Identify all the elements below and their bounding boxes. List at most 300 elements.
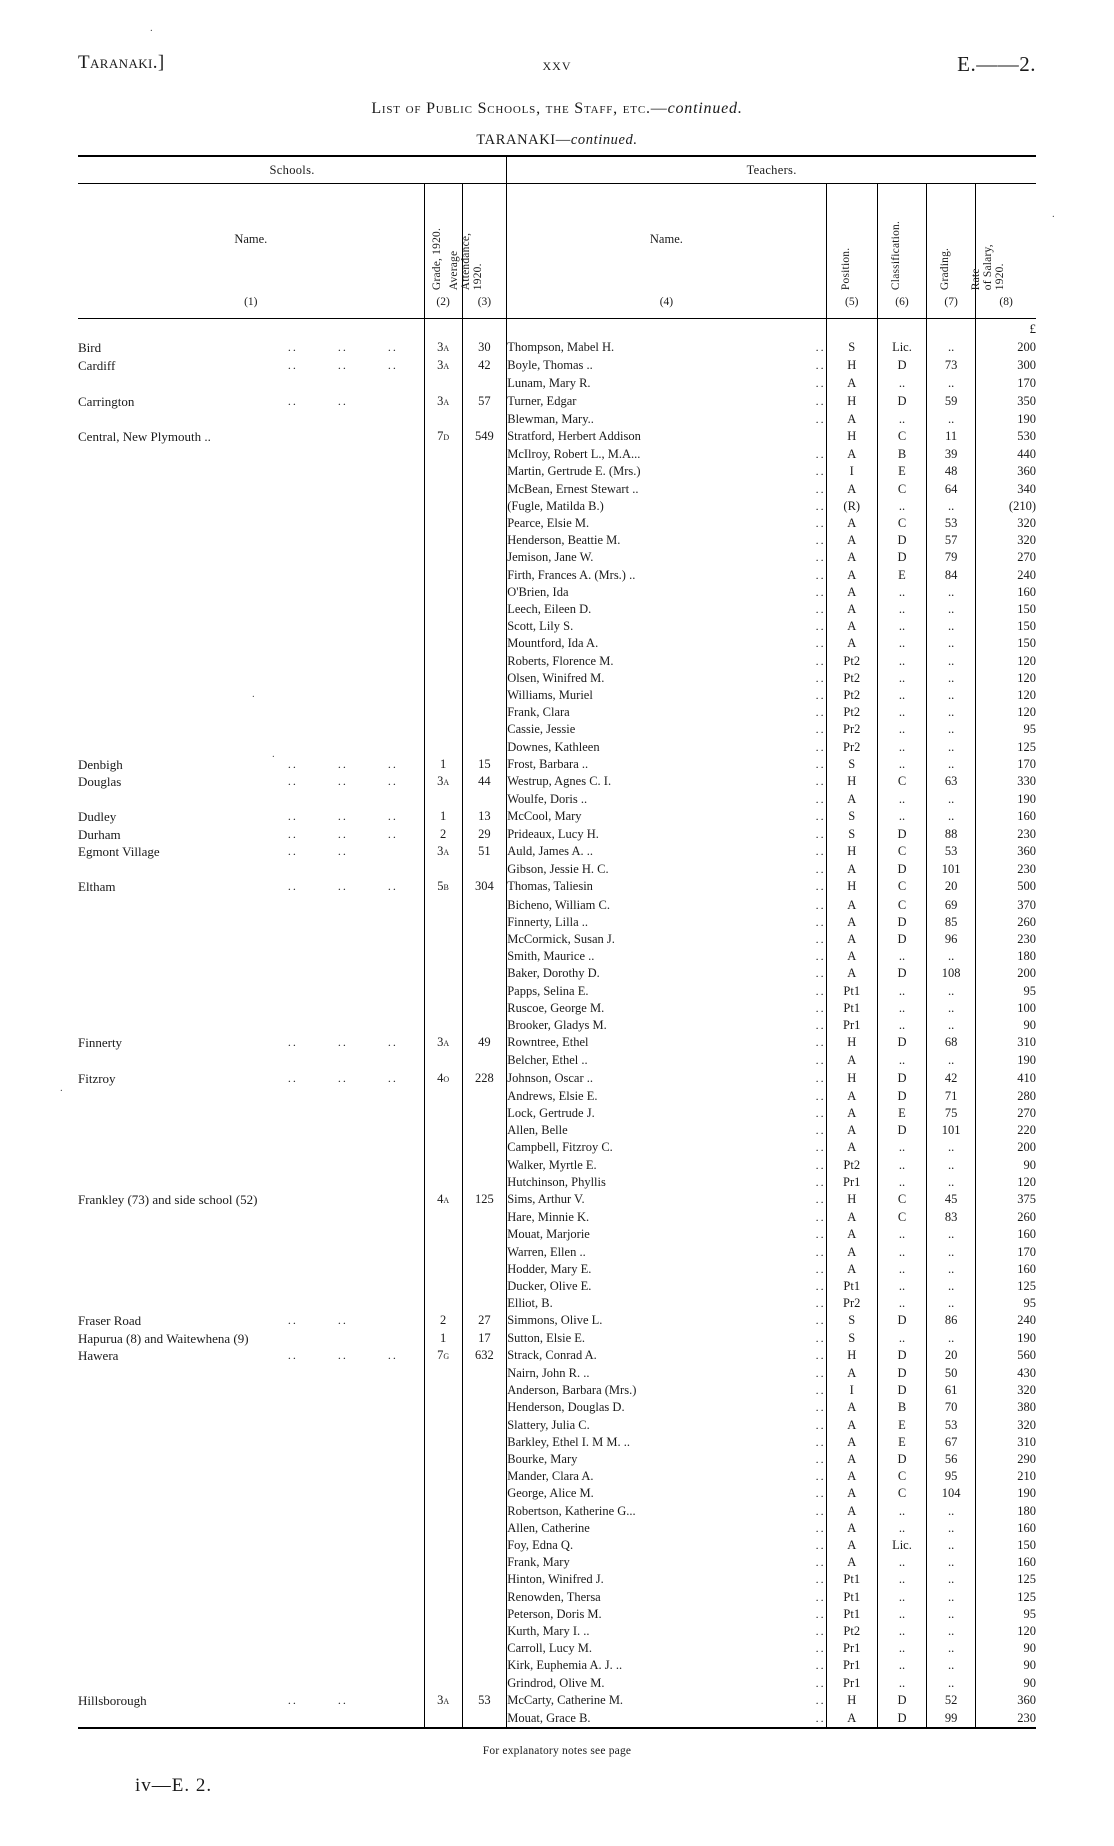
teacher-grading: 59 [927, 393, 976, 411]
table-row[interactable] [78, 721, 1036, 738]
average-attendance [462, 1226, 507, 1243]
table-row[interactable] [78, 1278, 1036, 1295]
school-name-leaders [288, 1710, 424, 1727]
rate-of-salary: 320 [976, 1417, 1036, 1434]
teacher-classification: .. [877, 687, 926, 704]
foot-cell-3 [462, 1727, 507, 1728]
rate-of-salary: 190 [976, 1052, 1036, 1069]
foot-cell-8 [976, 1727, 1036, 1728]
table-row[interactable] [78, 1675, 1036, 1692]
table-row[interactable] [78, 1640, 1036, 1657]
teacher-grading: .. [927, 1226, 976, 1243]
teacher-name-leaders: .. [815, 756, 826, 771]
rate-of-salary: 350 [976, 393, 1036, 411]
teacher-classification: D [877, 914, 926, 931]
school-name: Dudley [78, 809, 117, 825]
teacher-name: Martin, Gertrude E. (Mrs.) [507, 463, 748, 480]
average-attendance [462, 411, 507, 428]
average-attendance: 42 [462, 357, 507, 375]
teacher-grading: .. [927, 618, 976, 635]
table-row[interactable] [78, 1485, 1036, 1502]
rate-of-salary: 230 [976, 931, 1036, 948]
teacher-name: Kirk, Euphemia A. J. .. [507, 1657, 748, 1674]
school-grade [424, 1675, 462, 1692]
school-name [78, 1244, 288, 1261]
teacher-grading: .. [927, 739, 976, 756]
teacher-grading: .. [927, 1174, 976, 1191]
running-head-region: Taranaki.] [78, 52, 165, 73]
teacher-classification: .. [877, 584, 926, 601]
teacher-name: Andrews, Elsie E. [507, 1088, 748, 1105]
school-grade [424, 653, 462, 670]
table-row[interactable] [78, 878, 1036, 896]
teacher-classification: C [877, 1191, 926, 1209]
table-row[interactable] [78, 498, 1036, 515]
table-row[interactable] [78, 756, 1036, 773]
table-row[interactable] [78, 739, 1036, 756]
table-row[interactable] [78, 375, 1036, 392]
teacher-grading: 70 [927, 1399, 976, 1416]
table-row[interactable] [78, 1382, 1036, 1399]
table-row[interactable] [78, 411, 1036, 428]
table-row[interactable] [78, 1122, 1036, 1139]
teacher-grading: .. [927, 1589, 976, 1606]
school-grade: 1 [424, 1330, 462, 1347]
teacher-name: Blewman, Mary.. [507, 411, 748, 428]
teacher-grading: 64 [927, 481, 976, 498]
school-grade [424, 1000, 462, 1017]
school-name-leaders [288, 687, 424, 704]
teacher-position: H [826, 1191, 877, 1209]
average-attendance: 49 [462, 1034, 507, 1052]
school-name-leaders [288, 1675, 424, 1692]
table-row[interactable] [78, 1209, 1036, 1226]
table-row[interactable] [78, 446, 1036, 463]
school-name [78, 1295, 288, 1312]
rate-of-salary: 190 [976, 411, 1036, 428]
spacer [78, 319, 424, 340]
table-row[interactable] [78, 567, 1036, 584]
table-row[interactable] [78, 1244, 1036, 1261]
table-row[interactable] [78, 1503, 1036, 1520]
school-name-leaders [288, 897, 424, 914]
teacher-grading: 63 [927, 773, 976, 791]
teacher-name: Williams, Muriel [507, 687, 748, 704]
table-row[interactable] [78, 1226, 1036, 1243]
school-name-leaders [288, 1520, 424, 1537]
table-row[interactable] [78, 1554, 1036, 1571]
table-row[interactable] [78, 1017, 1036, 1034]
teacher-classification: C [877, 481, 926, 498]
teacher-grading: 69 [927, 897, 976, 914]
table-row[interactable] [78, 1520, 1036, 1537]
school-name [78, 498, 288, 515]
teacher-classification: C [877, 515, 926, 532]
teacher-position: H [826, 773, 877, 791]
school-name-leaders [288, 1139, 424, 1156]
teacher-position: A [826, 1520, 877, 1537]
teacher-grading: .. [927, 653, 976, 670]
teacher-grading: .. [927, 1606, 976, 1623]
teacher-name: Henderson, Douglas D. [507, 1399, 748, 1416]
rate-of-salary: 260 [976, 914, 1036, 931]
table-row[interactable] [78, 1468, 1036, 1485]
school-grade [424, 1052, 462, 1069]
table-row[interactable] [78, 1451, 1036, 1468]
teacher-grading: .. [927, 1157, 976, 1174]
school-name [78, 1365, 288, 1382]
table-row[interactable] [78, 897, 1036, 914]
rate-of-salary: 90 [976, 1157, 1036, 1174]
table-row[interactable] [78, 808, 1036, 825]
teacher-name: Rowntree, Ethel [507, 1034, 748, 1052]
school-grade [424, 1537, 462, 1554]
teacher-grading: 84 [927, 567, 976, 584]
teacher-name-leaders: .. [815, 481, 826, 496]
average-attendance [462, 931, 507, 948]
school-grade: 3a [424, 773, 462, 791]
average-attendance: 30 [462, 339, 507, 357]
teacher-name-leaders: .. [815, 1572, 826, 1587]
school-grade [424, 1520, 462, 1537]
table-row[interactable] [78, 1139, 1036, 1156]
table-row[interactable] [78, 393, 1036, 411]
school-grade: 4a [424, 1191, 462, 1209]
school-grade [424, 1139, 462, 1156]
school-name: Carrington [78, 393, 135, 409]
school-grade: 3a [424, 393, 462, 411]
table-row[interactable] [78, 1295, 1036, 1312]
average-attendance: 17 [462, 1330, 507, 1347]
average-attendance [462, 1278, 507, 1295]
table-row[interactable] [78, 1365, 1036, 1382]
teacher-grading: .. [927, 704, 976, 721]
teacher-classification: D [877, 1710, 926, 1727]
teacher-name: Brooker, Gladys M. [507, 1017, 748, 1034]
teacher-grading: .. [927, 1330, 976, 1347]
average-attendance [462, 567, 507, 584]
average-attendance [462, 515, 507, 532]
table-row[interactable] [78, 339, 1036, 357]
teacher-position: A [826, 481, 877, 498]
school-grade [424, 965, 462, 982]
teacher-position: S [826, 826, 877, 843]
teacher-name-leaders: .. [815, 567, 826, 582]
table-row[interactable] [78, 1571, 1036, 1588]
rate-of-salary: 170 [976, 756, 1036, 773]
school-name [78, 791, 288, 808]
table-row[interactable] [78, 1088, 1036, 1105]
teacher-name: Walker, Myrtle E. [507, 1157, 748, 1174]
table-row[interactable] [78, 861, 1036, 878]
table-row[interactable] [78, 1347, 1036, 1365]
table-row[interactable] [78, 1330, 1036, 1347]
teacher-name-leaders: .. [815, 1313, 826, 1328]
table-row[interactable] [78, 791, 1036, 808]
teacher-name-leaders: .. [815, 1123, 826, 1138]
teacher-name-leaders: .. [815, 1365, 826, 1380]
teacher-classification: C [877, 773, 926, 791]
table-row[interactable] [78, 1157, 1036, 1174]
school-grade [424, 635, 462, 652]
teacher-name: Gibson, Jessie H. C. [507, 861, 748, 878]
table-row[interactable] [78, 1105, 1036, 1122]
teacher-position: Pr1 [826, 1174, 877, 1191]
table-row[interactable] [78, 601, 1036, 618]
table-row[interactable] [78, 1710, 1036, 1727]
teacher-name: Scott, Lily S. [507, 618, 748, 635]
rate-of-salary: 95 [976, 983, 1036, 1000]
teacher-grading: .. [927, 411, 976, 428]
average-attendance [462, 1157, 507, 1174]
teacher-grading: .. [927, 339, 976, 357]
average-attendance [462, 463, 507, 480]
school-grade [424, 791, 462, 808]
teacher-name-leaders: .. [815, 1053, 826, 1068]
teacher-position: A [826, 1088, 877, 1105]
teacher-position: A [826, 1451, 877, 1468]
teacher-position: I [826, 463, 877, 480]
average-attendance [462, 375, 507, 392]
foot-cell-5 [826, 1727, 877, 1728]
teacher-grading: 53 [927, 1417, 976, 1434]
teacher-name-leaders: .. [815, 602, 826, 617]
rate-of-salary: 160 [976, 1226, 1036, 1243]
teacher-classification: D [877, 1088, 926, 1105]
teacher-classification: D [877, 532, 926, 549]
rate-of-salary: 100 [976, 1000, 1036, 1017]
table-row[interactable] [78, 1191, 1036, 1209]
school-name-leaders [288, 1105, 424, 1122]
table-row[interactable] [78, 948, 1036, 965]
teacher-classification: .. [877, 1000, 926, 1017]
table-row[interactable] [78, 515, 1036, 532]
average-attendance [462, 983, 507, 1000]
table-row[interactable] [78, 1606, 1036, 1623]
teacher-name-leaders: .. [815, 1210, 826, 1225]
table-row[interactable] [78, 357, 1036, 375]
average-attendance [462, 1589, 507, 1606]
school-grade [424, 1017, 462, 1034]
teacher-name: Warren, Ellen .. [507, 1244, 748, 1261]
school-name-leaders [288, 1451, 424, 1468]
teacher-classification: D [877, 826, 926, 843]
teacher-name: Barkley, Ethel I. M M. .. [507, 1434, 748, 1451]
teacher-classification: .. [877, 948, 926, 965]
teacher-name-leaders: .. [815, 1606, 826, 1621]
school-name [78, 1675, 288, 1692]
teacher-name: Belcher, Ethel .. [507, 1052, 748, 1069]
col-caption-rate-of-salary: Rate of Salary, 1920. [976, 184, 1036, 297]
teacher-name-leaders: .. [815, 774, 826, 789]
table-row[interactable] [78, 965, 1036, 982]
table-row[interactable] [78, 843, 1036, 861]
teacher-name-leaders: .. [815, 1174, 826, 1189]
teacher-classification: D [877, 1034, 926, 1052]
school-name-leaders [288, 948, 424, 965]
table-row[interactable] [78, 1174, 1036, 1191]
school-name-leaders [288, 1209, 424, 1226]
school-name-leaders [288, 532, 424, 549]
rate-of-salary: 125 [976, 1589, 1036, 1606]
teacher-name-leaders: .. [815, 879, 826, 894]
rate-of-salary: 310 [976, 1434, 1036, 1451]
table-row[interactable] [78, 1434, 1036, 1451]
school-name [78, 670, 288, 687]
teacher-classification: .. [877, 1640, 926, 1657]
rate-of-salary: 170 [976, 375, 1036, 392]
school-name [78, 1174, 288, 1191]
table-row[interactable] [78, 931, 1036, 948]
table-row[interactable] [78, 481, 1036, 498]
teacher-classification: C [877, 1468, 926, 1485]
table-row[interactable] [78, 1537, 1036, 1554]
average-attendance [462, 1244, 507, 1261]
average-attendance [462, 1503, 507, 1520]
school-name: Hillsborough [78, 1692, 147, 1708]
school-grade [424, 1503, 462, 1520]
average-attendance [462, 1468, 507, 1485]
school-name: Fraser Road [78, 1313, 142, 1329]
school-grade [424, 1554, 462, 1571]
teacher-grading: 56 [927, 1451, 976, 1468]
school-name-leaders: .. .. .. [287, 756, 398, 771]
table-row[interactable] [78, 914, 1036, 931]
currency-symbol: £ [976, 319, 1036, 340]
school-name-leaders [288, 463, 424, 480]
school-name-leaders: .. .. .. [287, 358, 398, 373]
average-attendance [462, 446, 507, 463]
teacher-name: Papps, Selina E. [507, 983, 748, 1000]
school-name [78, 983, 288, 1000]
table-row[interactable] [78, 687, 1036, 704]
teacher-classification: .. [877, 1052, 926, 1069]
rate-of-salary: 330 [976, 773, 1036, 791]
table-row[interactable] [78, 1070, 1036, 1088]
teacher-name: Hare, Minnie K. [507, 1209, 748, 1226]
school-name-leaders: .. .. [287, 1313, 348, 1328]
teacher-position: A [826, 1537, 877, 1554]
table-row[interactable] [78, 463, 1036, 480]
teacher-grading: .. [927, 756, 976, 773]
table-row[interactable] [78, 1692, 1036, 1710]
average-attendance [462, 861, 507, 878]
teacher-classification: .. [877, 1261, 926, 1278]
teacher-name-leaders: .. [815, 1070, 826, 1085]
table-title-continued: continued. [667, 100, 743, 117]
table-row[interactable] [78, 1034, 1036, 1052]
school-name [78, 618, 288, 635]
school-grade: 3a [424, 843, 462, 861]
rate-of-salary: 90 [976, 1657, 1036, 1674]
table-row[interactable] [78, 1261, 1036, 1278]
school-grade: 3a [424, 339, 462, 357]
school-grade [424, 1399, 462, 1416]
school-grade [424, 1278, 462, 1295]
teacher-classification: E [877, 1434, 926, 1451]
table-row[interactable] [78, 1000, 1036, 1017]
rate-of-salary: 240 [976, 567, 1036, 584]
teacher-name-leaders: .. [815, 464, 826, 479]
school-grade [424, 567, 462, 584]
table-row[interactable] [78, 670, 1036, 687]
teacher-grading: 86 [927, 1312, 976, 1329]
rate-of-salary: 560 [976, 1347, 1036, 1365]
group-header-teachers: Teachers. [507, 156, 1036, 184]
average-attendance [462, 1122, 507, 1139]
teacher-name-leaders: .. [815, 1347, 826, 1362]
table-row[interactable] [78, 1623, 1036, 1640]
teacher-name: O'Brien, Ida [507, 584, 748, 601]
rate-of-salary: 160 [976, 1261, 1036, 1278]
rate-of-salary: 160 [976, 1554, 1036, 1571]
explanatory-note: For explanatory notes see page [482, 1745, 632, 1757]
table-row[interactable] [78, 704, 1036, 721]
school-grade [424, 1295, 462, 1312]
table-row[interactable] [78, 1312, 1036, 1329]
table-row[interactable] [78, 1417, 1036, 1434]
rate-of-salary: 160 [976, 584, 1036, 601]
teacher-name: McCarty, Catherine M. [507, 1692, 748, 1710]
school-name-leaders [288, 1226, 424, 1243]
table-row[interactable] [78, 1589, 1036, 1606]
table-row[interactable] [78, 653, 1036, 670]
table-row[interactable] [78, 532, 1036, 549]
teacher-position: S [826, 1330, 877, 1347]
table-row[interactable] [78, 584, 1036, 601]
teacher-name: Stratford, Herbert Addison [507, 428, 748, 446]
teacher-position: Pt1 [826, 1589, 877, 1606]
teacher-name-leaders: .. [815, 809, 826, 824]
table-row[interactable] [78, 618, 1036, 635]
teacher-name: McCool, Mary [507, 808, 748, 825]
teacher-name-leaders: .. [815, 897, 826, 912]
table-head [78, 156, 1036, 319]
table-row[interactable] [78, 983, 1036, 1000]
school-grade [424, 498, 462, 515]
rate-of-salary: 190 [976, 1485, 1036, 1502]
teacher-classification: .. [877, 1330, 926, 1347]
teacher-grading: 104 [927, 1485, 976, 1502]
school-name [78, 1571, 288, 1588]
table-row[interactable] [78, 1657, 1036, 1674]
rate-of-salary: 150 [976, 1537, 1036, 1554]
table-row[interactable] [78, 1399, 1036, 1416]
table-row[interactable] [78, 773, 1036, 791]
school-name: Eltham [78, 879, 116, 895]
table-row[interactable] [78, 549, 1036, 566]
teacher-name-leaders: .. [815, 1641, 826, 1656]
table-row[interactable] [78, 1052, 1036, 1069]
average-attendance: 57 [462, 393, 507, 411]
teacher-position: Pt1 [826, 1571, 877, 1588]
teacher-position: S [826, 808, 877, 825]
rate-of-salary: 125 [976, 1278, 1036, 1295]
teacher-classification: .. [877, 704, 926, 721]
average-attendance [462, 1017, 507, 1034]
table-foot [78, 1727, 1036, 1728]
average-attendance [462, 549, 507, 566]
col-number-3: (3) [462, 296, 507, 319]
teacher-name: Prideaux, Lucy H. [507, 826, 748, 843]
teacher-grading: .. [927, 983, 976, 1000]
table-row[interactable] [78, 826, 1036, 843]
table-row[interactable] [78, 428, 1036, 446]
table-row[interactable] [78, 635, 1036, 652]
teacher-classification: .. [877, 1174, 926, 1191]
teacher-name-leaders: .. [815, 619, 826, 634]
school-name: Egmont Village [78, 843, 160, 859]
